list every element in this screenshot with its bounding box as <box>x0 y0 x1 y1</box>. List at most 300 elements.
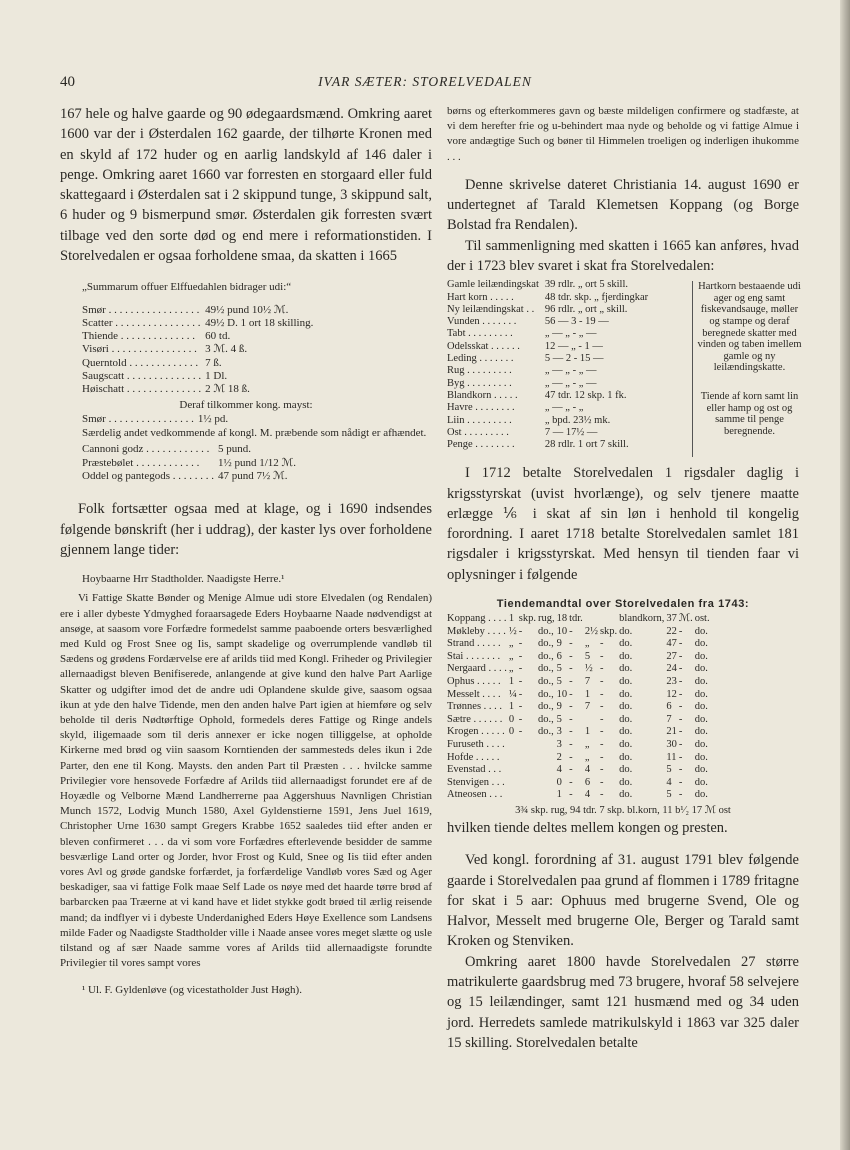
tiende-row-cell: 0 <box>508 726 515 738</box>
tiende-row-cell: 0 <box>508 713 515 725</box>
tax-1723-row <box>447 390 648 402</box>
tax-1723-row <box>447 304 648 316</box>
tax-1665-row-cell: 49½ D. 1 ort 18 skilling. <box>205 316 314 329</box>
kong-share-row-cell: 1½ pd. <box>197 412 229 425</box>
tiende-row-cell: - <box>599 663 604 675</box>
tiende-row <box>447 651 712 664</box>
tax-1723-row <box>447 439 648 451</box>
tiende-row-cell: 7 <box>666 713 672 725</box>
tax-1665-row-cell: 2 ℳ 18 ß. <box>205 383 250 396</box>
tiende-row-cell: 5 <box>556 663 562 675</box>
tiende-row-cell: do., <box>537 726 554 738</box>
tiende-row-cell: do., <box>537 650 554 662</box>
tiende-row-cell: - <box>569 650 573 662</box>
tiende-row-cell: 6 <box>666 701 672 713</box>
tiende-row-cell: - <box>599 688 604 700</box>
tiende-row-cell: ½ <box>584 663 593 675</box>
tiende-row-cell: - <box>569 751 573 763</box>
tiende-row-cell: - <box>569 789 573 801</box>
tiende-row-cell: - <box>518 713 523 725</box>
tax-1665-row <box>82 383 313 396</box>
tiende-row-cell <box>509 752 519 765</box>
tiende-row-cell: Stenvigen . . . <box>447 776 505 788</box>
tax-1723-row-cell: 12 — „ - 1 — <box>544 340 603 352</box>
tiende-row-cell: 6 <box>556 650 562 662</box>
tax-1665-row-cell: 60 td. <box>205 330 231 343</box>
tiende-row-cell: do. <box>619 701 633 713</box>
tiende-row-cell: 7 <box>584 701 591 713</box>
tax-1723-block <box>447 279 802 457</box>
tiende-row-cell <box>509 764 519 777</box>
tax-1665-row <box>82 357 313 370</box>
tiende-row-cell: - <box>518 638 523 650</box>
tiende-row-cell: Sætre . . . . . . <box>447 713 503 725</box>
tiende-row-cell: 10 <box>556 625 568 637</box>
tiende-row-cell: - <box>678 625 683 637</box>
tax-1665-row <box>82 370 313 383</box>
tiende-row-cell <box>585 613 600 626</box>
tiende-table <box>447 613 712 802</box>
tiende-row-cell: do. <box>619 789 633 801</box>
tiende-row-cell <box>509 739 519 752</box>
tiende-row-cell: - <box>599 726 604 738</box>
tiende-row <box>447 764 712 777</box>
tiende-row-cell: do. <box>694 726 708 738</box>
tiende-row-cell: 24 <box>666 663 677 675</box>
tax-1723-row-cell: Byg . . . . . . . . . <box>447 377 512 389</box>
tiende-row-cell: do., <box>537 676 554 688</box>
tiende-row-cell: 11 <box>666 751 677 763</box>
paragraph-forordning: Ved kongl. forordning af 31. august 1791 blev følgende gaarde i Storelvedalen paa grund af flommen i 1789 fritagne for skat i 5 aar: Ophuus med brugerne Svend, Ole og Halvor, Messelt med brugerne Ole, Berger og Tarald samt Kroken og Stenviken. <box>447 852 799 950</box>
tiende-row <box>447 701 712 714</box>
tiende-row-cell: 1 <box>508 676 515 688</box>
paragraph-sammenligning: Til sammenligning med skatten i 1665 kan anføres, hvad der i 1723 blev svaret i skat fra Storelvedalen: <box>447 237 799 274</box>
tiende-row-cell: 5 <box>556 676 562 688</box>
praebende-row-cell: 1½ pund 1/12 ℳ. <box>217 456 297 469</box>
tiende-row-cell: do. <box>619 726 633 738</box>
tiende-row-cell: - <box>569 663 573 675</box>
tax-1723-row-cell: Blandkorn . . . . . <box>447 389 518 401</box>
tiende-row-cell: Evenstad . . . <box>447 764 502 776</box>
tiende-row-cell: - <box>678 676 683 688</box>
tax-1723-row-cell: Penge . . . . . . . . <box>447 439 515 451</box>
saerdelig-line: Særdelig andet vedkommende af kongl. M. præbende som nådigt er afhændet. <box>82 427 427 440</box>
tax-1665-row-cell: Thiende . . . . . . . . . . . . . . <box>82 330 196 343</box>
tiende-row-cell: do. <box>694 650 708 662</box>
tax-1723-row <box>447 402 648 414</box>
tiende-row-cell: - <box>678 776 683 788</box>
tiende-row-cell: do., <box>537 688 554 700</box>
running-title: IVAR SÆTER: STORELVEDALEN <box>318 74 532 89</box>
tax-1723-row-cell: Odelsskat . . . . . . <box>447 340 520 352</box>
tiende-row-cell: do. <box>694 764 708 776</box>
tiende-row-cell: - <box>678 739 683 751</box>
tiende-row-cell: - <box>569 638 573 650</box>
tiende-row-cell: Møkleby . . . . <box>447 625 506 637</box>
tiende-row-cell <box>538 777 557 790</box>
tax-1723-row-cell: 7 — 17½ — <box>544 426 598 438</box>
tiende-row <box>447 676 712 689</box>
tiende-row-cell: 4 <box>584 789 591 801</box>
tiende-row-cell: - <box>678 726 683 738</box>
tax-1723-row <box>447 353 648 365</box>
tiende-row-cell: do. <box>619 663 633 675</box>
tiende-row-cell: do. <box>619 739 633 751</box>
tiende-row-cell: do. <box>694 713 708 725</box>
tiende-row-cell: 30 <box>666 739 677 751</box>
tiende-row-cell: 9 <box>556 701 562 713</box>
tiende-row-cell: do. <box>619 688 633 700</box>
tiende-row-cell: „ <box>584 739 590 751</box>
right-column <box>447 104 802 1053</box>
tiende-row-cell: Trønnes . . . . <box>447 701 503 713</box>
tiende-row-cell: - <box>678 713 683 725</box>
tiende-row-cell: Strand . . . . . <box>447 638 501 650</box>
tax-1723-row <box>447 378 648 390</box>
kong-share-row-cell: Smør . . . . . . . . . . . . . . . . <box>82 412 194 425</box>
tiende-row-cell: 7 <box>584 676 591 688</box>
tiende-row-cell: skp. <box>518 613 536 625</box>
tax-1665-row-cell: 49½ pund 10½ ℳ. <box>205 303 289 316</box>
tiende-row-cell: - <box>518 701 523 713</box>
tiende-row-cell: blandkorn, <box>619 613 665 625</box>
kong-share-row <box>82 413 228 426</box>
tiende-row-cell: - <box>678 764 683 776</box>
tiende-row-cell: 5 <box>556 713 562 725</box>
tiende-row <box>447 626 712 639</box>
tiende-row <box>447 789 712 802</box>
tiende-row-cell: do. <box>694 676 708 688</box>
tax-1723-row-cell: „ — „ - „ — <box>544 377 597 389</box>
tax-1723-note-hartkorn: Hartkorn bestaaende udi ager og eng samt fiskevandsauge, møller og stampe og deraf beregnede skatter med vinden og taben imellem gamle og ny leilændingskatte. <box>697 281 802 374</box>
tiende-row-cell: 1 <box>508 701 515 713</box>
tiende-row-cell: do. <box>694 688 708 700</box>
tax-1665-row <box>82 304 313 317</box>
tax-1723-row <box>447 341 648 353</box>
tiende-row-cell: do. <box>619 625 633 637</box>
tiende-row-cell: do., <box>537 713 554 725</box>
tiende-row-cell: - <box>569 726 573 738</box>
tiende-row <box>447 613 712 626</box>
footnote: ¹ Ul. F. Gyldenløve (og vicestatholder Just Høgh). <box>82 984 302 997</box>
praebende-row-cell: Oddel og pantegods . . . . . . . . <box>82 469 214 482</box>
tax-1723-row-cell: Havre . . . . . . . . <box>447 402 515 414</box>
tiende-row-cell: do. <box>619 713 633 725</box>
tax-1723-row-cell: 28 rdlr. 1 ort 7 skill. <box>544 439 629 451</box>
tiende-row-cell: - <box>569 713 573 725</box>
tiende-row-cell: - <box>569 676 573 688</box>
tax-1723-row-cell: „ — „ - „ — <box>544 365 597 377</box>
tax-1723-row <box>447 415 648 427</box>
praebende-row <box>82 443 296 456</box>
tax-1723-row <box>447 292 648 304</box>
tax-1723-row-cell: Rug . . . . . . . . . <box>447 365 512 377</box>
tiende-row-cell: 0 <box>556 776 562 788</box>
tiende-row-cell: - <box>518 663 523 675</box>
paragraph-intro: 167 hele og halve gaarde og 90 ødegaardsmænd. Omkring aaret 1600 var der i Østerdalen 162 gaarde, der tilhørte Kronen med en skyld af 172 huder og en aarlig landskyld af 146 daler i penge. Omkring aaret 1660 var forresten en storgaard eller fuld skattegaard i Østerdalen sat i 2 skippund tunge, 3 skippund salt, 6 huder og 9 bismerpund smør. Østerdalen gik forresten svært tilbage ved den sorte død og end mere i reformationstiden. I Storelvedalen er ogsaa forholdene smaa, da skatten i 1665 <box>60 106 432 265</box>
tiende-row-cell: - <box>599 789 604 801</box>
tax-1723-row <box>447 279 648 291</box>
tiende-row-cell: 5 <box>666 764 672 776</box>
tiende-row-cell: 18 <box>556 613 568 625</box>
tax-1723-row-cell: „ bpd. 23½ mk. <box>544 414 611 426</box>
tiende-row-cell: „ <box>584 638 590 650</box>
tax-1665-row-cell: 7 ß. <box>205 356 222 369</box>
tiende-row-cell: - <box>678 751 683 763</box>
tiende-row-cell <box>519 739 538 752</box>
letter-salutation: Hoybaarne Hrr Stadtholder. Naadigste Herre.¹ <box>82 573 285 586</box>
left-column <box>60 104 432 998</box>
tax-1665-row-cell: Querntold . . . . . . . . . . . . . <box>82 356 199 369</box>
tax-1723-row-cell: „ — „ - „ — <box>544 328 597 340</box>
tiende-row-cell: 12 <box>666 688 677 700</box>
praebende-row-cell: Cannoni godz . . . . . . . . . . . . <box>82 443 210 456</box>
page-header <box>0 74 850 94</box>
tiende-row-cell: - <box>518 676 523 688</box>
praebende-row-cell: 5 pund. <box>217 443 251 456</box>
tiende-row <box>447 777 712 790</box>
tiende-row-cell: „ <box>508 663 514 675</box>
tiende-row-cell: „ <box>584 751 590 763</box>
tiende-row-cell: do., <box>537 638 554 650</box>
tiende-row-cell: 22 <box>666 625 677 637</box>
tax-1723-row <box>447 328 648 340</box>
tiende-row-cell <box>509 777 519 790</box>
tiende-row-cell: do., <box>537 701 554 713</box>
tiende-row-cell: - <box>599 638 604 650</box>
tiende-row-cell: do. <box>694 776 708 788</box>
tiende-row-cell <box>538 789 557 802</box>
tax-1723-row-cell: Ny leilændingskat . . <box>447 303 535 315</box>
tiende-row <box>447 638 712 651</box>
tiende-row <box>447 739 712 752</box>
tiende-row-cell: do. <box>619 676 633 688</box>
tax-1665-row-cell: Visøri . . . . . . . . . . . . . . . . <box>82 343 197 356</box>
tiende-row-cell: do. <box>619 751 633 763</box>
paragraph-krigsstyrskat: I 1712 betalte Storelvedalen 1 rigsdaler daglig i krigsstyrskat (uvist hvorlænge), og selv tjenere maatte erlægge ⅙ i skat af sin løn i henhold til kongelig forordning. I aaret 1718 betalte Storelvedalen samlet 181 rigsdaler i krigsstyrskat. Med hensyn til tienden faar vi oplysninger i følgende <box>447 465 799 583</box>
tiende-row-cell: Ophus . . . . . <box>447 676 501 688</box>
kong-share-table <box>82 413 228 426</box>
tiende-row-cell: - <box>599 764 604 776</box>
tiende-row-cell: do. <box>619 638 633 650</box>
tiende-row-cell: - <box>599 776 604 788</box>
tiende-row-cell: do. <box>619 650 633 662</box>
tiende-sum: 3¾ skp. rug, 94 tdr. 7 skp. bl.korn, 11 b¹⁄₂ 17 ℳ ost <box>515 804 731 816</box>
tiende-row-cell: - <box>569 688 573 700</box>
tiende-row <box>447 752 712 765</box>
tiende-row-cell: 1 <box>556 789 562 801</box>
tiende-row-cell: do. <box>694 663 708 675</box>
tax-1723-row-cell: Hart korn . . . . . <box>447 291 514 303</box>
tax-1723-row-cell: 5 — 2 - 15 — <box>544 353 604 365</box>
tiende-row-cell <box>600 613 619 626</box>
tiende-row-cell: - <box>599 650 604 662</box>
tax-1723-row-cell: 96 rdlr. „ ort „ skill. <box>544 303 628 315</box>
tax-1723-row-cell: Tabt . . . . . . . . . <box>447 328 513 340</box>
tax-1723-row-cell: „ — „ - „ <box>544 402 584 414</box>
tax-1665-table <box>82 304 313 397</box>
praebende-row-cell: 47 pund 7½ ℳ. <box>217 469 288 482</box>
tiende-row-cell: 9 <box>556 638 562 650</box>
tiende-row-cell: 6 <box>584 776 591 788</box>
tiende-row-cell: do., <box>537 663 554 675</box>
tiende-row-cell: - <box>599 739 604 751</box>
tiende-row-cell: - <box>678 650 683 662</box>
tiende-row-cell: ½ <box>508 625 517 637</box>
tiende-row-cell: 2 <box>556 751 562 763</box>
tiende-row-cell <box>538 739 557 752</box>
tiende-row-cell: Nergaard . . . . <box>447 663 507 675</box>
tax-1723-row-cell: Gamle leilændingskat <box>447 279 539 291</box>
tiende-row-cell: 2½ <box>584 625 598 637</box>
tax-1665-row-cell: 3 ℳ. 4 ß. <box>205 343 248 356</box>
tax-1665-row-cell: Saugscatt . . . . . . . . . . . . . . <box>82 370 202 383</box>
page-edge-shadow <box>840 0 850 1150</box>
tax-1665-row-cell: Smør . . . . . . . . . . . . . . . . . <box>82 303 200 316</box>
praebende-row-cell: Præstebølet . . . . . . . . . . . . <box>82 456 200 469</box>
tiende-row-cell: 23 <box>666 676 677 688</box>
tax-1723-row-cell: Ost . . . . . . . . . <box>447 426 509 438</box>
tiende-row-cell: - <box>569 776 573 788</box>
tiende-row-cell: 47 <box>666 638 677 650</box>
tiende-row-cell: - <box>678 638 683 650</box>
tiende-row-cell: 1 <box>584 726 591 738</box>
tiende-row-cell: Krogen . . . . . <box>447 726 505 738</box>
tiende-row-cell: 3 <box>556 726 562 738</box>
tax-1723-note-tiende: Tiende af korn samt lin eller hamp og ost og samme til penge beregnende. <box>700 391 799 438</box>
praebende-table <box>82 443 296 483</box>
tiende-row-cell: 10 <box>556 688 568 700</box>
tax-1723-row-cell: 47 tdr. 12 skp. 1 fk. <box>544 389 627 401</box>
letter-body: Vi Fattige Skatte Bønder og Menige Almue udi store Elvedalen (og Rendalen) ere i aller dybeste Ydmyghed foraarsagede Eders Hoybaarne Naade nødvendigst at ansøge, at saasom vore Forfædre formedelst samme paaboende orters besværlighed med Kuld og Frost Snee og Iis, sampt skadelige og overrumplende vandløb til Sædens og grødens Fordærvelse ere af arilds tiid med Kongl. Friheder og Privilegier allernaadigst bleven Benifiserede, anlangende at give kund den halve Part Aarlige Skatter og udgifter imod det de andre udi Oplandene skulde give, saasom ogsaa ikun at yde den halve Tidende, men den anden halve Part igien at hiemføre og selv beholde til deris Nødtørftige Ophold, formedels deres Fattige og Ringe andels skyld, iligemaade som til deris annexer er icke nogen tilliggelse, at opholde Kirkerne med brød og viin saasom Korntienden der sammesteds deles ikun i 2de Parter, den ene til Kong. Maysts. den anden Part til Præsten . . . hvilcke samme Privilegier vore hensovede Forfædre af Arilds tiid allernaadigst forundet ere af de Hoyædle og Velborne Mænd Landherrerne paa Aggershuus Navnligen Christian Munch 1572, Lodvig Munch 1580, Axel Gyldenstierne 1591, Jens Juel 1619, Christopher Urne 1630 sampt Gregers Krabbe 1652 saaledes tiid efter anden er bleven confirmeret . . . da vi som vore Forfædres efterlevende besidder de samme besværlige Land orter og Jorder, hvor Frost og Kuld, Snee og Iis tiid efter anden vores Avl og grøde gandske forfærdet, ja forfærdelige Vandløb vores Sæd og Ager beskadiger, saa vi fattige Folk maae Self Lade os nøye med det haarde tørre brød af barbarcken paa Træerne at vi kand have et lidet stykke godt brøed til ærlig reisende mand; da indflyer vi i dybeste Underdanighed Eders Høye Exellence som Landsens milde Fader og Naadigste Stadtholder ville i Naade ansee vores meget slætte og usle tilstand og af sær Naade samme vores af Arilds tiid allernaadigste forundte Privilegier til vores sampt vores <box>60 592 432 970</box>
tiende-row-cell: do. <box>694 701 708 713</box>
tax-1723-row <box>447 316 648 328</box>
page-number: 40 <box>60 74 75 90</box>
tiende-row-cell: ℳ. <box>678 613 693 625</box>
paragraph-tiende-deling: hvilken tiende deltes mellem kongen og presten. <box>447 819 728 836</box>
tiende-row-cell <box>519 777 538 790</box>
tiende-row-cell: 21 <box>666 726 677 738</box>
tax-1723-row <box>447 365 648 377</box>
tiende-row-cell: do., <box>537 625 554 637</box>
tiende-row-cell: 4 <box>666 776 672 788</box>
tiende-row-cell: Atneosen . . . <box>447 789 503 801</box>
tiende-row-cell <box>519 752 538 765</box>
tiende-row-cell: 1 <box>584 688 591 700</box>
tiende-row-cell: 5 <box>584 650 591 662</box>
tax-1665-row <box>82 330 313 343</box>
tax-1665-row <box>82 343 313 356</box>
tiende-row-cell: do. <box>694 625 708 637</box>
tiende-row-cell: - <box>599 676 604 688</box>
tiende-row-cell: - <box>678 663 683 675</box>
tax-1665-row-cell: Scatter . . . . . . . . . . . . . . . . <box>82 316 201 329</box>
tiende-row-cell: - <box>599 713 604 725</box>
deraf-line: Deraf tilkommer kong. mayst: <box>179 398 313 411</box>
tiende-row <box>447 714 712 727</box>
tiende-row-cell: - <box>518 625 523 637</box>
tiende-row-cell: - <box>678 789 683 801</box>
paragraph-klage: Folk fortsætter ogsaa med at klage, og i 1690 indsendes følgende bønskrift (her i uddrag), der kaster lys over forholdene gjennem lange tider: <box>60 501 432 558</box>
tiende-row-cell: Furuseth . . . . <box>447 739 505 751</box>
tiende-row-cell: „ <box>508 650 514 662</box>
paragraph-aaret-1800: Omkring aaret 1800 havde Storelvedalen 27 større matrikulerte gaardsbrug med 73 brugere, hvoraf 58 selvejere og 15 leilændinger, samt 121 husmænd med og 34 uden jord. Herredets samlede matrikulskyld i 1863 var 325 daler 15 skilling. Storelvedalen betalte <box>447 953 799 1051</box>
tiende-row-cell: - <box>569 739 573 751</box>
tiende-row-cell: - <box>518 688 523 700</box>
praebende-row <box>82 457 296 470</box>
tiende-row-cell: 27 <box>666 650 677 662</box>
praebende-row <box>82 470 296 483</box>
tax-1665-row-cell: 1 Dl. <box>205 370 228 383</box>
tiende-row-cell: 3 <box>556 739 562 751</box>
tiende-row-cell: - <box>678 688 683 700</box>
tiende-row-cell <box>538 752 557 765</box>
tiende-table-title: Tiendemandtal over Storelvedalen fra 1743: <box>496 598 750 611</box>
tiende-row-cell: do. <box>694 638 708 650</box>
tax-1723-row-cell: Vunden . . . . . . . <box>447 316 517 328</box>
tiende-row-cell: ost. <box>694 613 710 625</box>
tiende-row-cell: 5 <box>666 789 672 801</box>
tiende-row-cell <box>519 789 538 802</box>
tiende-row-cell <box>519 764 538 777</box>
tiende-row-cell: do. <box>619 764 633 776</box>
tiende-row-cell: - <box>599 701 604 713</box>
tiende-row-cell: - <box>569 701 573 713</box>
tiende-row-cell: rug, <box>537 613 555 625</box>
tiende-row-cell <box>585 714 600 727</box>
summarum-heading: „Summarum offuer Elffuedahlen bidrager udi:“ <box>82 281 292 294</box>
letter-continuation: børns og efterkommeres gavn og bæste mildeligen confirmere og stadfæste, at vi dem herefter frie og u-behindert maa nyde og beholde og vi fattige Almue i vore andægtige Such og bøner til Himmelen troeligen og inderligen ihukomme . . . <box>447 105 799 163</box>
tax-1723-row-cell: 39 rdlr. „ ort 5 skill. <box>544 279 628 291</box>
tiende-row-cell: do. <box>694 789 708 801</box>
tiende-row-cell <box>538 764 557 777</box>
tax-1723-table <box>447 279 648 451</box>
tiende-row-cell: - <box>518 650 523 662</box>
tiende-row-cell: Koppang . . . . <box>447 613 507 625</box>
tiende-row-cell: tdr. <box>569 613 583 625</box>
tiende-row <box>447 726 712 739</box>
tiende-row-cell: 4 <box>584 764 591 776</box>
paragraph-skrivelse: Denne skrivelse dateret Christiania 14. august 1690 er undertegnet af Tarald Klemetsen Koppang (og Borge Bolstad fra Rendalen). <box>447 176 799 234</box>
tax-1723-row-cell: Liin . . . . . . . . . <box>447 414 512 426</box>
tiende-row-cell: 37 <box>666 613 677 625</box>
tiende-row <box>447 663 712 676</box>
tiende-row-cell: - <box>569 625 573 637</box>
tiende-row-cell: Messelt . . . . <box>447 688 501 700</box>
tiende-row-cell: 1 <box>508 613 515 625</box>
tiende-row-cell: ¼ <box>508 688 517 700</box>
tiende-row <box>447 689 712 702</box>
tax-1723-row-cell: 48 tdr. skp. „ fjerdingkar <box>544 291 649 303</box>
tiende-row-cell: do. <box>694 751 708 763</box>
tax-1723-row <box>447 427 648 439</box>
tiende-row-cell: do. <box>694 739 708 751</box>
tax-1723-divider <box>692 281 693 457</box>
tax-1723-row-cell: 56 — 3 - 19 — <box>544 316 609 328</box>
tiende-row-cell: skp. <box>599 625 618 637</box>
tiende-row-cell: - <box>518 726 523 738</box>
tiende-row-cell: - <box>569 764 573 776</box>
tiende-row-cell: „ <box>508 638 514 650</box>
tax-1723-row-cell: Leding . . . . . . . <box>447 353 514 365</box>
tiende-row-cell <box>509 789 519 802</box>
tiende-row-cell: Hofde . . . . . <box>447 751 500 763</box>
tiende-row-cell: Stai . . . . . . . <box>447 650 501 662</box>
tiende-row-cell: - <box>599 751 604 763</box>
tiende-row-cell: 4 <box>556 764 562 776</box>
tiende-row-cell: do. <box>619 776 633 788</box>
tax-1665-row <box>82 317 313 330</box>
